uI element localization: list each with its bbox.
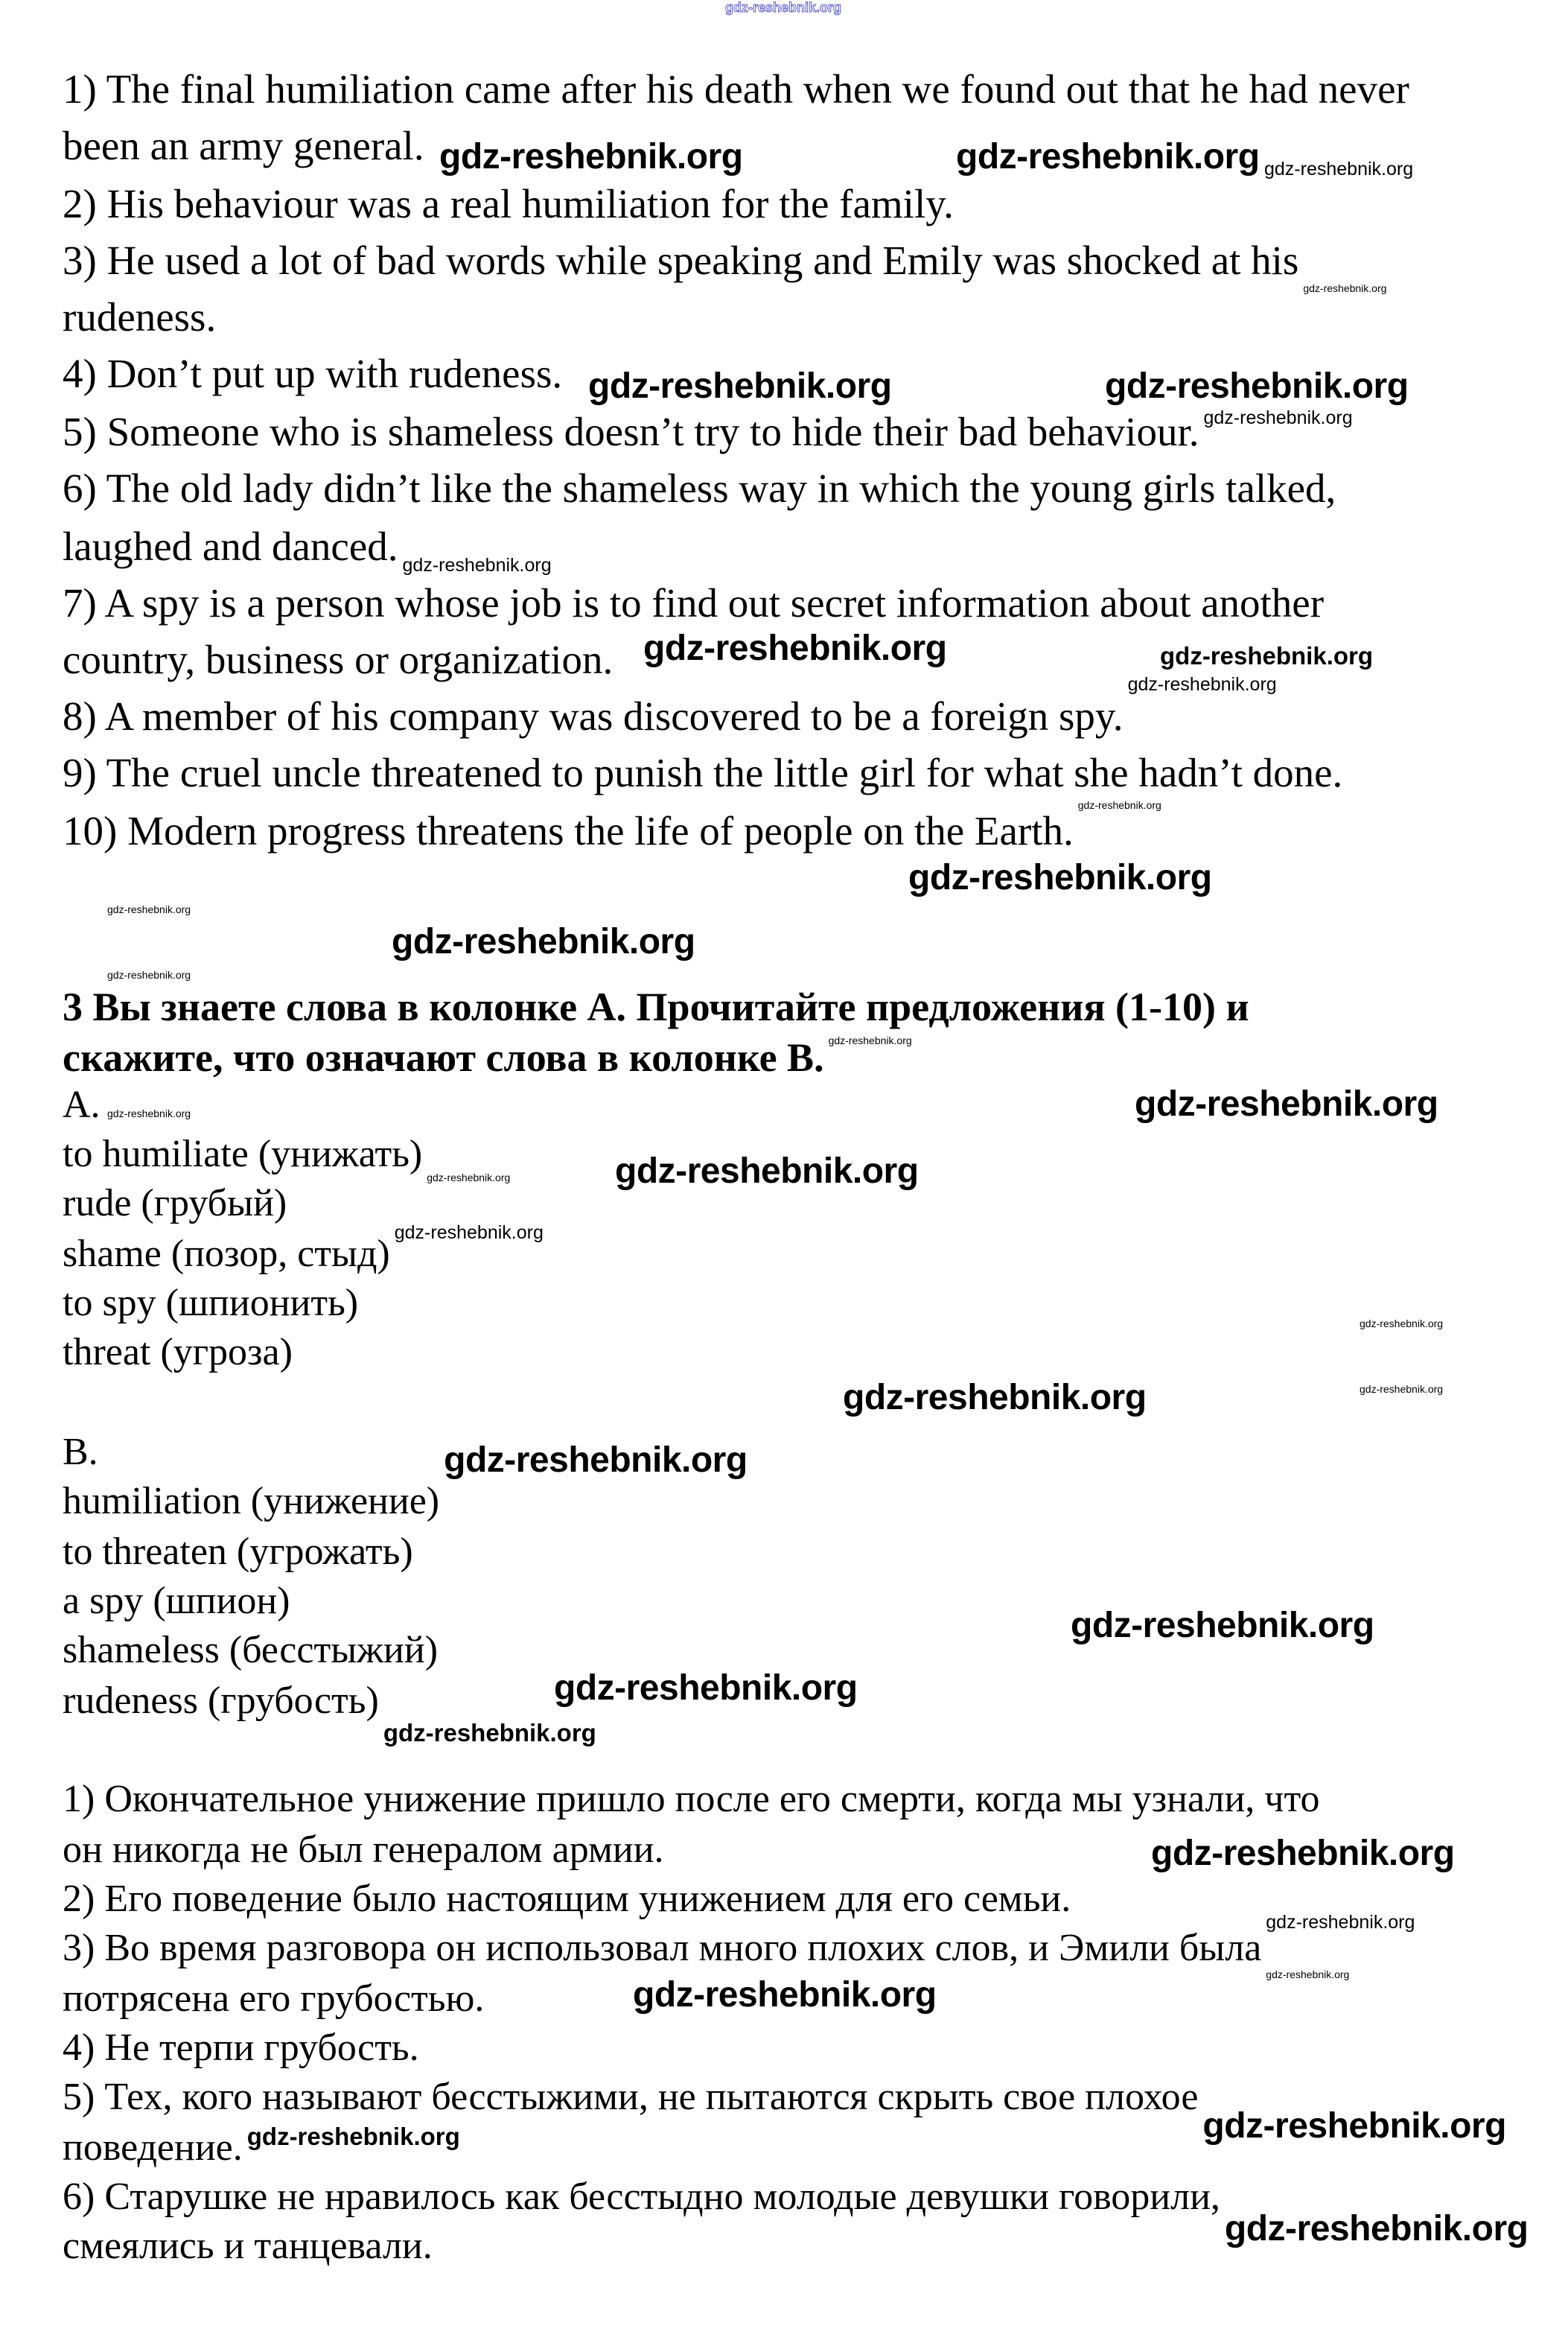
column-b-item: rudeness (грубость): [63, 1679, 379, 1722]
column-b-item: humiliation (унижение): [63, 1480, 440, 1522]
watermark: gdz-reshebnik.org: [828, 1034, 912, 1046]
column-a-item: to spy (шпионить): [63, 1282, 359, 1324]
watermark: gdz-reshebnik.org: [643, 629, 947, 668]
english-sentence-line: 7) A spy is a person whose job is to find out secret information about another: [63, 580, 1325, 626]
column-b-label: B.: [63, 1431, 98, 1473]
watermark: gdz-reshebnik.org: [633, 1975, 937, 2015]
watermark: gdz-reshebnik.org: [1203, 407, 1353, 428]
russian-sentence-line: он никогда не был генералом армии.: [63, 1828, 664, 1871]
watermark: gdz-reshebnik.org: [615, 1151, 919, 1191]
russian-sentence-line: 5) Тех, кого называют бесстыжими, не пытаются скрыть свое плохое: [63, 2076, 1199, 2118]
watermark: gdz-reshebnik.org: [246, 2123, 460, 2150]
russian-sentence-line: поведение.: [63, 2126, 243, 2169]
russian-sentence-line: 1) Окончательное унижение пришло после его смерти, когда мы узнали, что: [63, 1778, 1320, 1820]
english-sentence-line: country, business or organization.: [63, 637, 614, 682]
russian-sentence-line: 2) Его поведение было настоящим унижением для его семьи.: [63, 1878, 1071, 1920]
watermark: gdz-reshebnik.org: [1360, 1383, 1444, 1395]
watermark: gdz-reshebnik.org: [956, 137, 1260, 177]
column-b-item: shameless (бесстыжий): [63, 1629, 439, 1671]
watermark: gdz-reshebnik.org: [1360, 1318, 1444, 1329]
column-b-item: a spy (шпион): [63, 1580, 290, 1622]
english-sentence-line: 8) A member of his company was discovered to be a foreign spy.: [63, 693, 1124, 739]
english-sentence-line: rudeness.: [63, 294, 217, 340]
watermark: gdz-reshebnik.org: [107, 969, 191, 981]
watermark: gdz-reshebnik.org: [1303, 282, 1387, 294]
watermark: gdz-reshebnik.org: [1071, 1606, 1374, 1645]
russian-sentence-line: 4) Не терпи грубость.: [63, 2027, 419, 2069]
watermark: gdz-reshebnik.org: [1135, 1084, 1438, 1124]
watermark: gdz-reshebnik.org: [1266, 1968, 1350, 1980]
english-sentence-line: 10) Modern progress threatens the life of people on the Earth.: [63, 808, 1074, 854]
watermark: gdz-reshebnik.org: [1264, 159, 1414, 179]
watermark: gdz-reshebnik.org: [402, 555, 552, 576]
english-sentence-line: 5) Someone who is shameless doesn’t try to hide their bad behaviour.: [63, 409, 1199, 454]
watermark: gdz-reshebnik.org: [588, 366, 892, 406]
watermark: gdz-reshebnik.org: [444, 1440, 748, 1480]
header-watermark: gdz-reshebnik.org: [725, 0, 842, 15]
watermark: gdz-reshebnik.org: [1202, 2106, 1506, 2146]
russian-sentence-line: потрясена его грубостью.: [63, 1977, 485, 2020]
english-sentence-line: laughed and danced.: [63, 524, 398, 569]
watermark: gdz-reshebnik.org: [1266, 1912, 1415, 1933]
russian-sentence-line: смеялись и танцевали.: [63, 2225, 433, 2267]
column-a-label: A.: [63, 1084, 101, 1126]
watermark: gdz-reshebnik.org: [107, 903, 191, 915]
watermark: gdz-reshebnik.org: [383, 1719, 596, 1746]
english-sentence-line: 3) He used a lot of bad words while speaking and Emily was shocked at his: [63, 238, 1299, 283]
column-a-item: rude (грубый): [63, 1182, 287, 1224]
watermark: gdz-reshebnik.org: [1077, 799, 1161, 811]
watermark: gdz-reshebnik.org: [394, 1222, 544, 1243]
column-a-item: to humiliate (унижать): [63, 1133, 423, 1175]
watermark: gdz-reshebnik.org: [908, 858, 1212, 897]
watermark: gdz-reshebnik.org: [427, 1172, 511, 1183]
english-sentence-line: 2) His behaviour was a real humiliation for the family.: [63, 181, 954, 226]
russian-sentence-line: 6) Старушке не нравилось как бесстыдно молодые девушки говорили,: [63, 2175, 1220, 2218]
english-sentence-line: been an army general.: [63, 123, 424, 168]
task-heading-line: скажите, что означают слова в колонке В.: [63, 1035, 824, 1080]
watermark: gdz-reshebnik.org: [439, 137, 743, 177]
watermark: gdz-reshebnik.org: [1224, 2209, 1529, 2248]
english-sentence-line: 6) The old lady didn’t like the shameless way in which the young girls talked,: [63, 465, 1336, 511]
english-sentence-line: 4) Don’t put up with rudeness.: [63, 351, 563, 396]
watermark: gdz-reshebnik.org: [1127, 674, 1277, 695]
english-sentence-line: 9) The cruel uncle threatened to punish the little girl for what she hadn’t done.: [63, 750, 1343, 795]
english-sentence-line: 1) The final humiliation came after his death when we found out that he had never: [63, 66, 1409, 112]
watermark: gdz-reshebnik.org: [1151, 1834, 1455, 1873]
watermark: gdz-reshebnik.org: [1160, 642, 1374, 670]
russian-sentence-line: 3) Во время разговора он использовал много плохих слов, и Эмили была: [63, 1927, 1262, 1969]
watermark: gdz-reshebnik.org: [554, 1668, 858, 1708]
watermark: gdz-reshebnik.org: [107, 1107, 191, 1119]
watermark: gdz-reshebnik.org: [1105, 366, 1409, 406]
column-a-item: threat (угроза): [63, 1331, 293, 1373]
column-b-item: to threaten (угрожать): [63, 1531, 413, 1573]
watermark: gdz-reshebnik.org: [392, 922, 695, 962]
task-heading-line: 3 Вы знаете слова в колонке А. Прочитайте предложения (1-10) и: [63, 985, 1249, 1029]
column-a-item: shame (позор, стыд): [63, 1233, 390, 1275]
watermark: gdz-reshebnik.org: [843, 1378, 1147, 1417]
